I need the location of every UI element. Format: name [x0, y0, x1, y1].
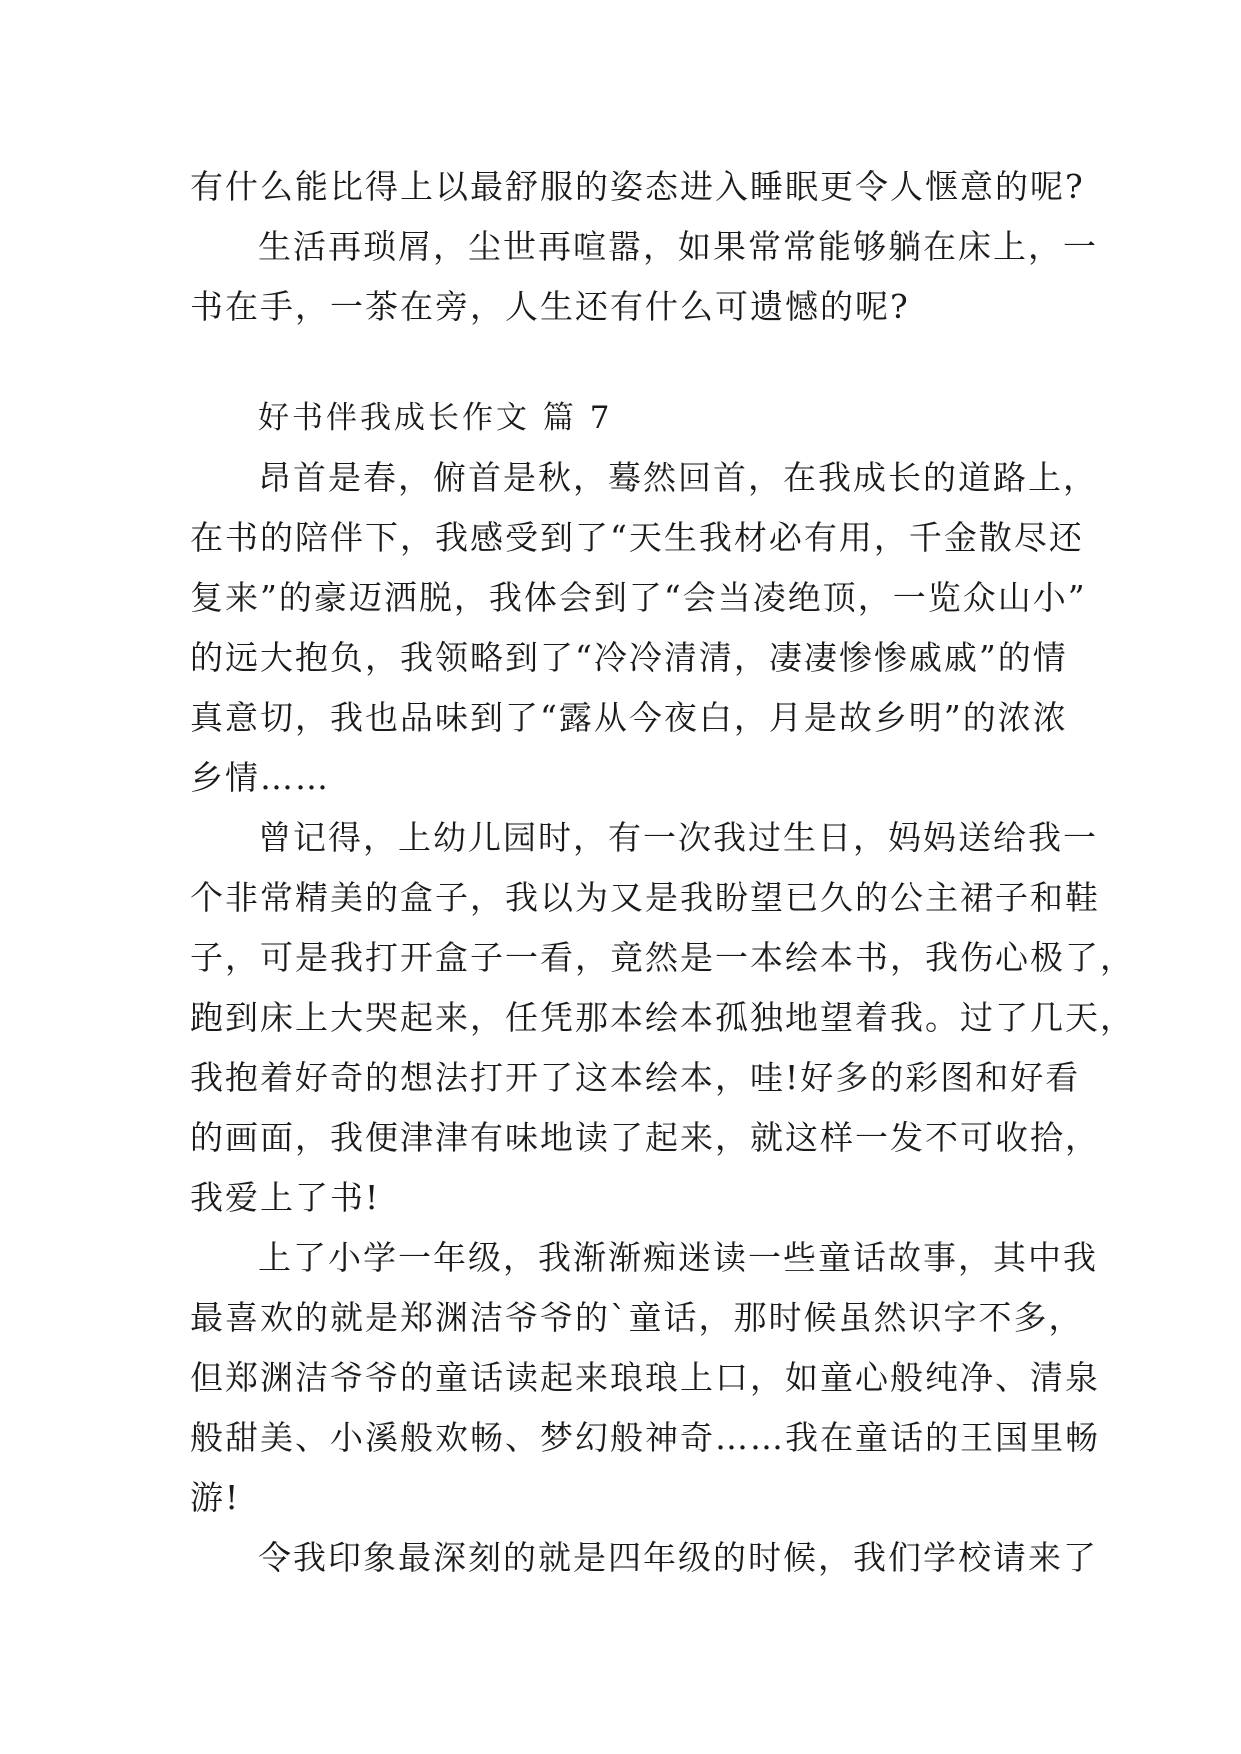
paragraph-start: 上了小学一年级，我渐渐痴迷读一些童话故事，其中我	[258, 1238, 1098, 1277]
text-line: 在书的陪伴下，我感受到了“天生我材必有用，千金散尽还	[190, 518, 1084, 557]
text-line: 个非常精美的盒子，我以为又是我盼望已久的公主裙子和鞋	[190, 878, 1100, 917]
text-line: 跑到床上大哭起来，任凭那本绘本孤独地望着我。过了几天，	[190, 998, 1135, 1037]
text-line: 般甜美、小溪般欢畅、梦幻般神奇……我在童话的王国里畅	[190, 1418, 1100, 1457]
text-line: 我抱着好奇的想法打开了这本绘本，哇!好多的彩图和好看	[190, 1058, 1081, 1097]
text-line: 我爱上了书!	[190, 1178, 381, 1217]
text-line: 的远大抱负，我领略到了“冷冷清清，凄凄惨惨戚戚”的情	[190, 638, 1068, 677]
text-line: 最喜欢的就是郑渊洁爷爷的`童话，那时候虽然识字不多，	[190, 1298, 1084, 1337]
paragraph-start: 昂首是春，俯首是秋，蓦然回首，在我成长的道路上，	[258, 458, 1098, 497]
paragraph-start: 令我印象最深刻的就是四年级的时候，我们学校请来了	[258, 1538, 1098, 1577]
text-line: 游!	[190, 1478, 241, 1517]
text-line: 真意切，我也品味到了“露从今夜白，月是故乡明”的浓浓	[190, 698, 1068, 737]
paragraph-start: 曾记得，上幼儿园时，有一次我过生日，妈妈送给我一	[258, 818, 1098, 857]
text-line: 子，可是我打开盒子一看，竟然是一本绘本书，我伤心极了，	[190, 938, 1135, 977]
text-line: 书在手，一茶在旁，人生还有什么可遗憾的呢?	[190, 287, 910, 326]
section-heading: 好书伴我成长作文 篇 7	[258, 400, 613, 436]
text-line: 复来”的豪迈洒脱，我体会到了“会当凌绝顶，一览众山小”	[190, 578, 1087, 617]
text-line: 但郑渊洁爷爷的童话读起来琅琅上口，如童心般纯净、清泉	[190, 1358, 1100, 1397]
text-line: 乡情……	[190, 758, 330, 797]
text-line: 的画面，我便津津有味地读了起来，就这样一发不可收拾，	[190, 1118, 1100, 1157]
text-line: 有什么能比得上以最舒服的姿态进入睡眠更令人惬意的呢?	[190, 167, 1085, 206]
paragraph-start: 生活再琐屑，尘世再喧嚣，如果常常能够躺在床上，一	[258, 227, 1098, 266]
